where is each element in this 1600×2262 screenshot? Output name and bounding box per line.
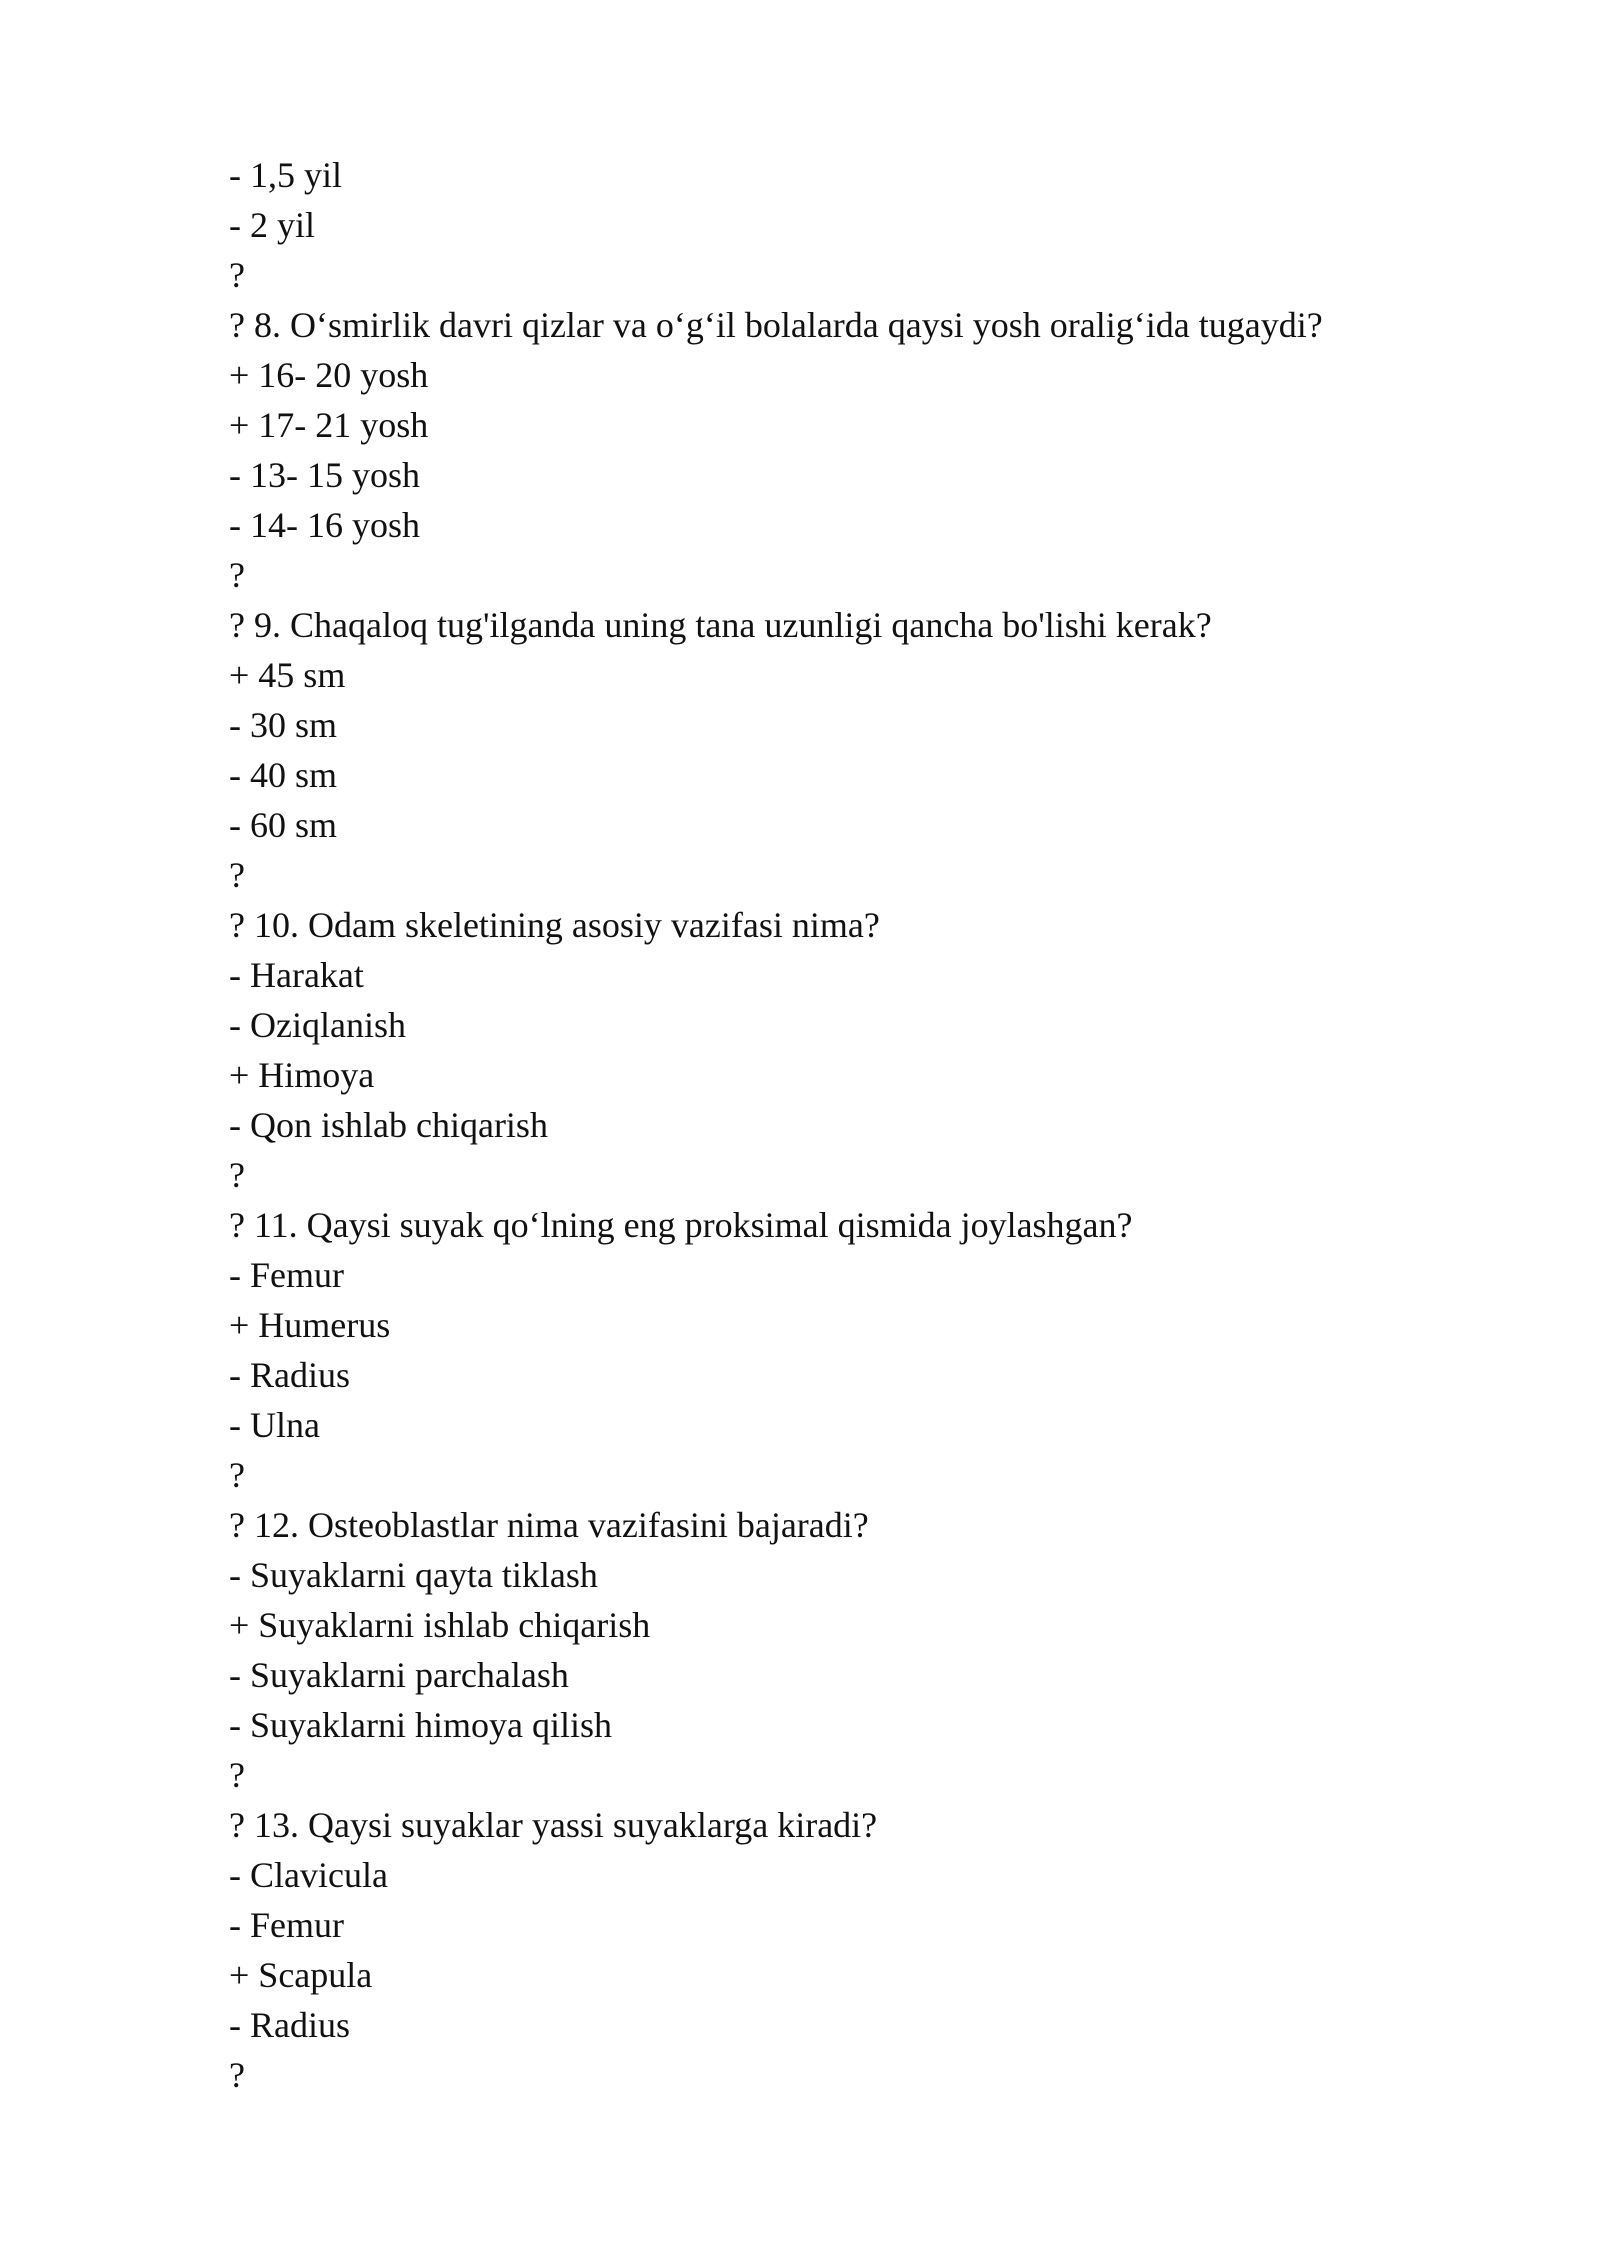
- answer-line: + 17- 21 yosh: [229, 405, 429, 445]
- question-line: ? 13. Qaysi suyaklar yassi suyaklarga kiradi?: [229, 1805, 878, 1845]
- answer-line: - Qon ishlab chiqarish: [229, 1105, 548, 1145]
- question-line: ? 9. Chaqaloq tug'ilganda uning tana uzunligi qancha bo'lishi kerak?: [229, 605, 1212, 645]
- question-line: ? 11. Qaysi suyak qo‘lning eng proksimal qismida joylashgan?: [229, 1205, 1133, 1245]
- text-line: - 1,5 yil: [229, 155, 342, 195]
- answer-line: - Harakat: [229, 955, 364, 995]
- answer-line: - Clavicula: [229, 1855, 388, 1895]
- answer-line: - Suyaklarni parchalash: [229, 1655, 569, 1695]
- question-line: ? 12. Osteoblastlar nima vazifasini bajaradi?: [229, 1505, 869, 1545]
- answer-line: - 40 sm: [229, 755, 337, 795]
- answer-line: - 14- 16 yosh: [229, 505, 420, 545]
- text-line: ?: [229, 555, 245, 595]
- text-line: ?: [229, 2055, 245, 2095]
- answer-line: - 60 sm: [229, 805, 337, 845]
- document-content: [229, 150, 1479, 2100]
- answer-line: + Suyaklarni ishlab chiqarish: [229, 1605, 651, 1645]
- text-line: ?: [229, 1755, 245, 1795]
- answer-line: - 30 sm: [229, 705, 337, 745]
- text-line: ?: [229, 1155, 245, 1195]
- text-line: - 2 yil: [229, 205, 315, 245]
- answer-line: - Radius: [229, 1355, 350, 1395]
- answer-line: - Radius: [229, 2005, 350, 2045]
- answer-line: + Humerus: [229, 1305, 391, 1345]
- answer-line: + 16- 20 yosh: [229, 355, 429, 395]
- text-line: ?: [229, 255, 245, 295]
- answer-line: + Scapula: [229, 1955, 373, 1995]
- answer-line: - Femur: [229, 1905, 344, 1945]
- answer-line: + Himoya: [229, 1055, 375, 1095]
- answer-line: - Oziqlanish: [229, 1005, 406, 1045]
- answer-line: + 45 sm: [229, 655, 346, 695]
- text-line: ?: [229, 1455, 245, 1495]
- answer-line: - Suyaklarni qayta tiklash: [229, 1555, 598, 1595]
- answer-line: - 13- 15 yosh: [229, 455, 420, 495]
- answer-line: - Suyaklarni himoya qilish: [229, 1705, 612, 1745]
- text-line: ?: [229, 855, 245, 895]
- answer-line: - Ulna: [229, 1405, 320, 1445]
- question-line: ? 8. O‘smirlik davri qizlar va o‘g‘il bolalarda qaysi yosh oralig‘ida tugaydi?: [229, 305, 1323, 345]
- question-line: ? 10. Odam skeletining asosiy vazifasi nima?: [229, 905, 880, 945]
- answer-line: - Femur: [229, 1255, 344, 1295]
